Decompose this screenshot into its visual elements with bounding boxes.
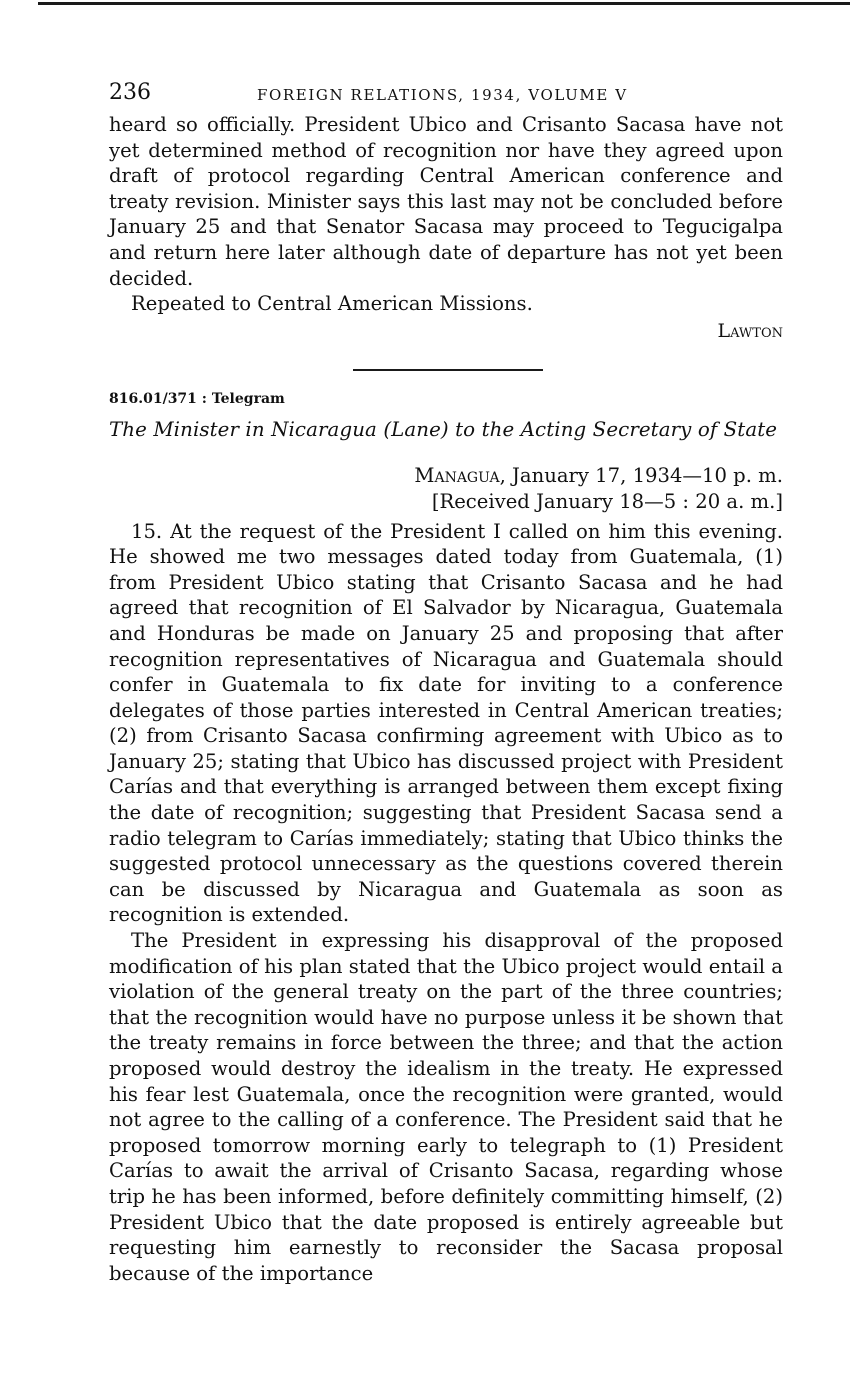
dateline-date: January 17, 1934—10 p. m. xyxy=(505,464,783,488)
page-number: 236 xyxy=(109,80,151,105)
telegram-body xyxy=(109,519,783,1287)
top-edge-rule xyxy=(38,2,850,5)
repeated-note: Repeated to Central American Missions. xyxy=(131,292,533,316)
running-title: FOREIGN RELATIONS, 1934, VOLUME V xyxy=(257,86,628,104)
file-reference: 816.01/371 : Telegram xyxy=(109,391,285,408)
document-title: The Minister in Nicaragua (Lane) to the Acting Secretary of State xyxy=(109,418,778,442)
running-header xyxy=(109,74,783,112)
dateline xyxy=(109,463,783,489)
document-page xyxy=(109,74,783,1286)
body-paragraph-1: 15. At the request of the President I called on him this evening. He showed me two messages dated today from Guatemala, (1) from President Ubico stating that Crisanto Sacasa and he had agreed that recognition of El Salvador by Nicaragua, Guatemala and Honduras be made on January 25 and proposing that after recognition representatives of Nicaragua and Guatemala should confer in Guatemala to fix date for inviting to a conference delegates of those parties interested in Central American treaties; (2) from Crisanto Sacasa confirming agreement with Ubico as to January 25; stating that Ubico has discussed project with President Carías and that everything is arranged between them except fixing the date of recognition; suggesting that President Sacasa send a radio telegram to Carías immediately; stating that Ubico thinks the suggested protocol unnecessary as the questions covered therein can be discussed by Nicaragua and Guatemala as soon as recognition is extended. xyxy=(109,519,783,927)
received-note: [Received January 18—5 : 20 a. m.] xyxy=(431,489,783,513)
section-divider xyxy=(353,369,543,371)
body-paragraph-2: The President in expressing his disapproval of the proposed modification of his plan stated that the Ubico project would entail a violation of the general treaty on the part of the three countries; that the recognition would have no purpose unless it be shown that the treaty remains in force between the three; and that the action proposed would destroy the idealism in the treaty. He expressed his fear lest Guatemala, once the recognition were granted, would not agree to the calling of a conference. The President said that he proposed tomorrow morning early to telegraph to (1) President Carías to await the arrival of Crisanto Sacasa, regarding whose trip he has been informed, before definitely committing himself, (2) President Ubico that the date proposed is entirely agreeable but requesting him earnestly to reconsider the Sacasa proposal because of the importance xyxy=(109,929,783,1285)
signature: Lawton xyxy=(717,319,783,342)
continued-paragraph: heard so officially. President Ubico and Crisanto Sacasa have not yet determined method of recognition nor have they agreed upon draft of protocol regarding Central American conference and treaty revision. Minister says this last may not be concluded before January 25 and that Senator Sacasa may proceed to Tegucigalpa and return here later although date of departure has not yet been decided. xyxy=(109,113,783,290)
dateline-place: Managua, xyxy=(414,464,506,488)
